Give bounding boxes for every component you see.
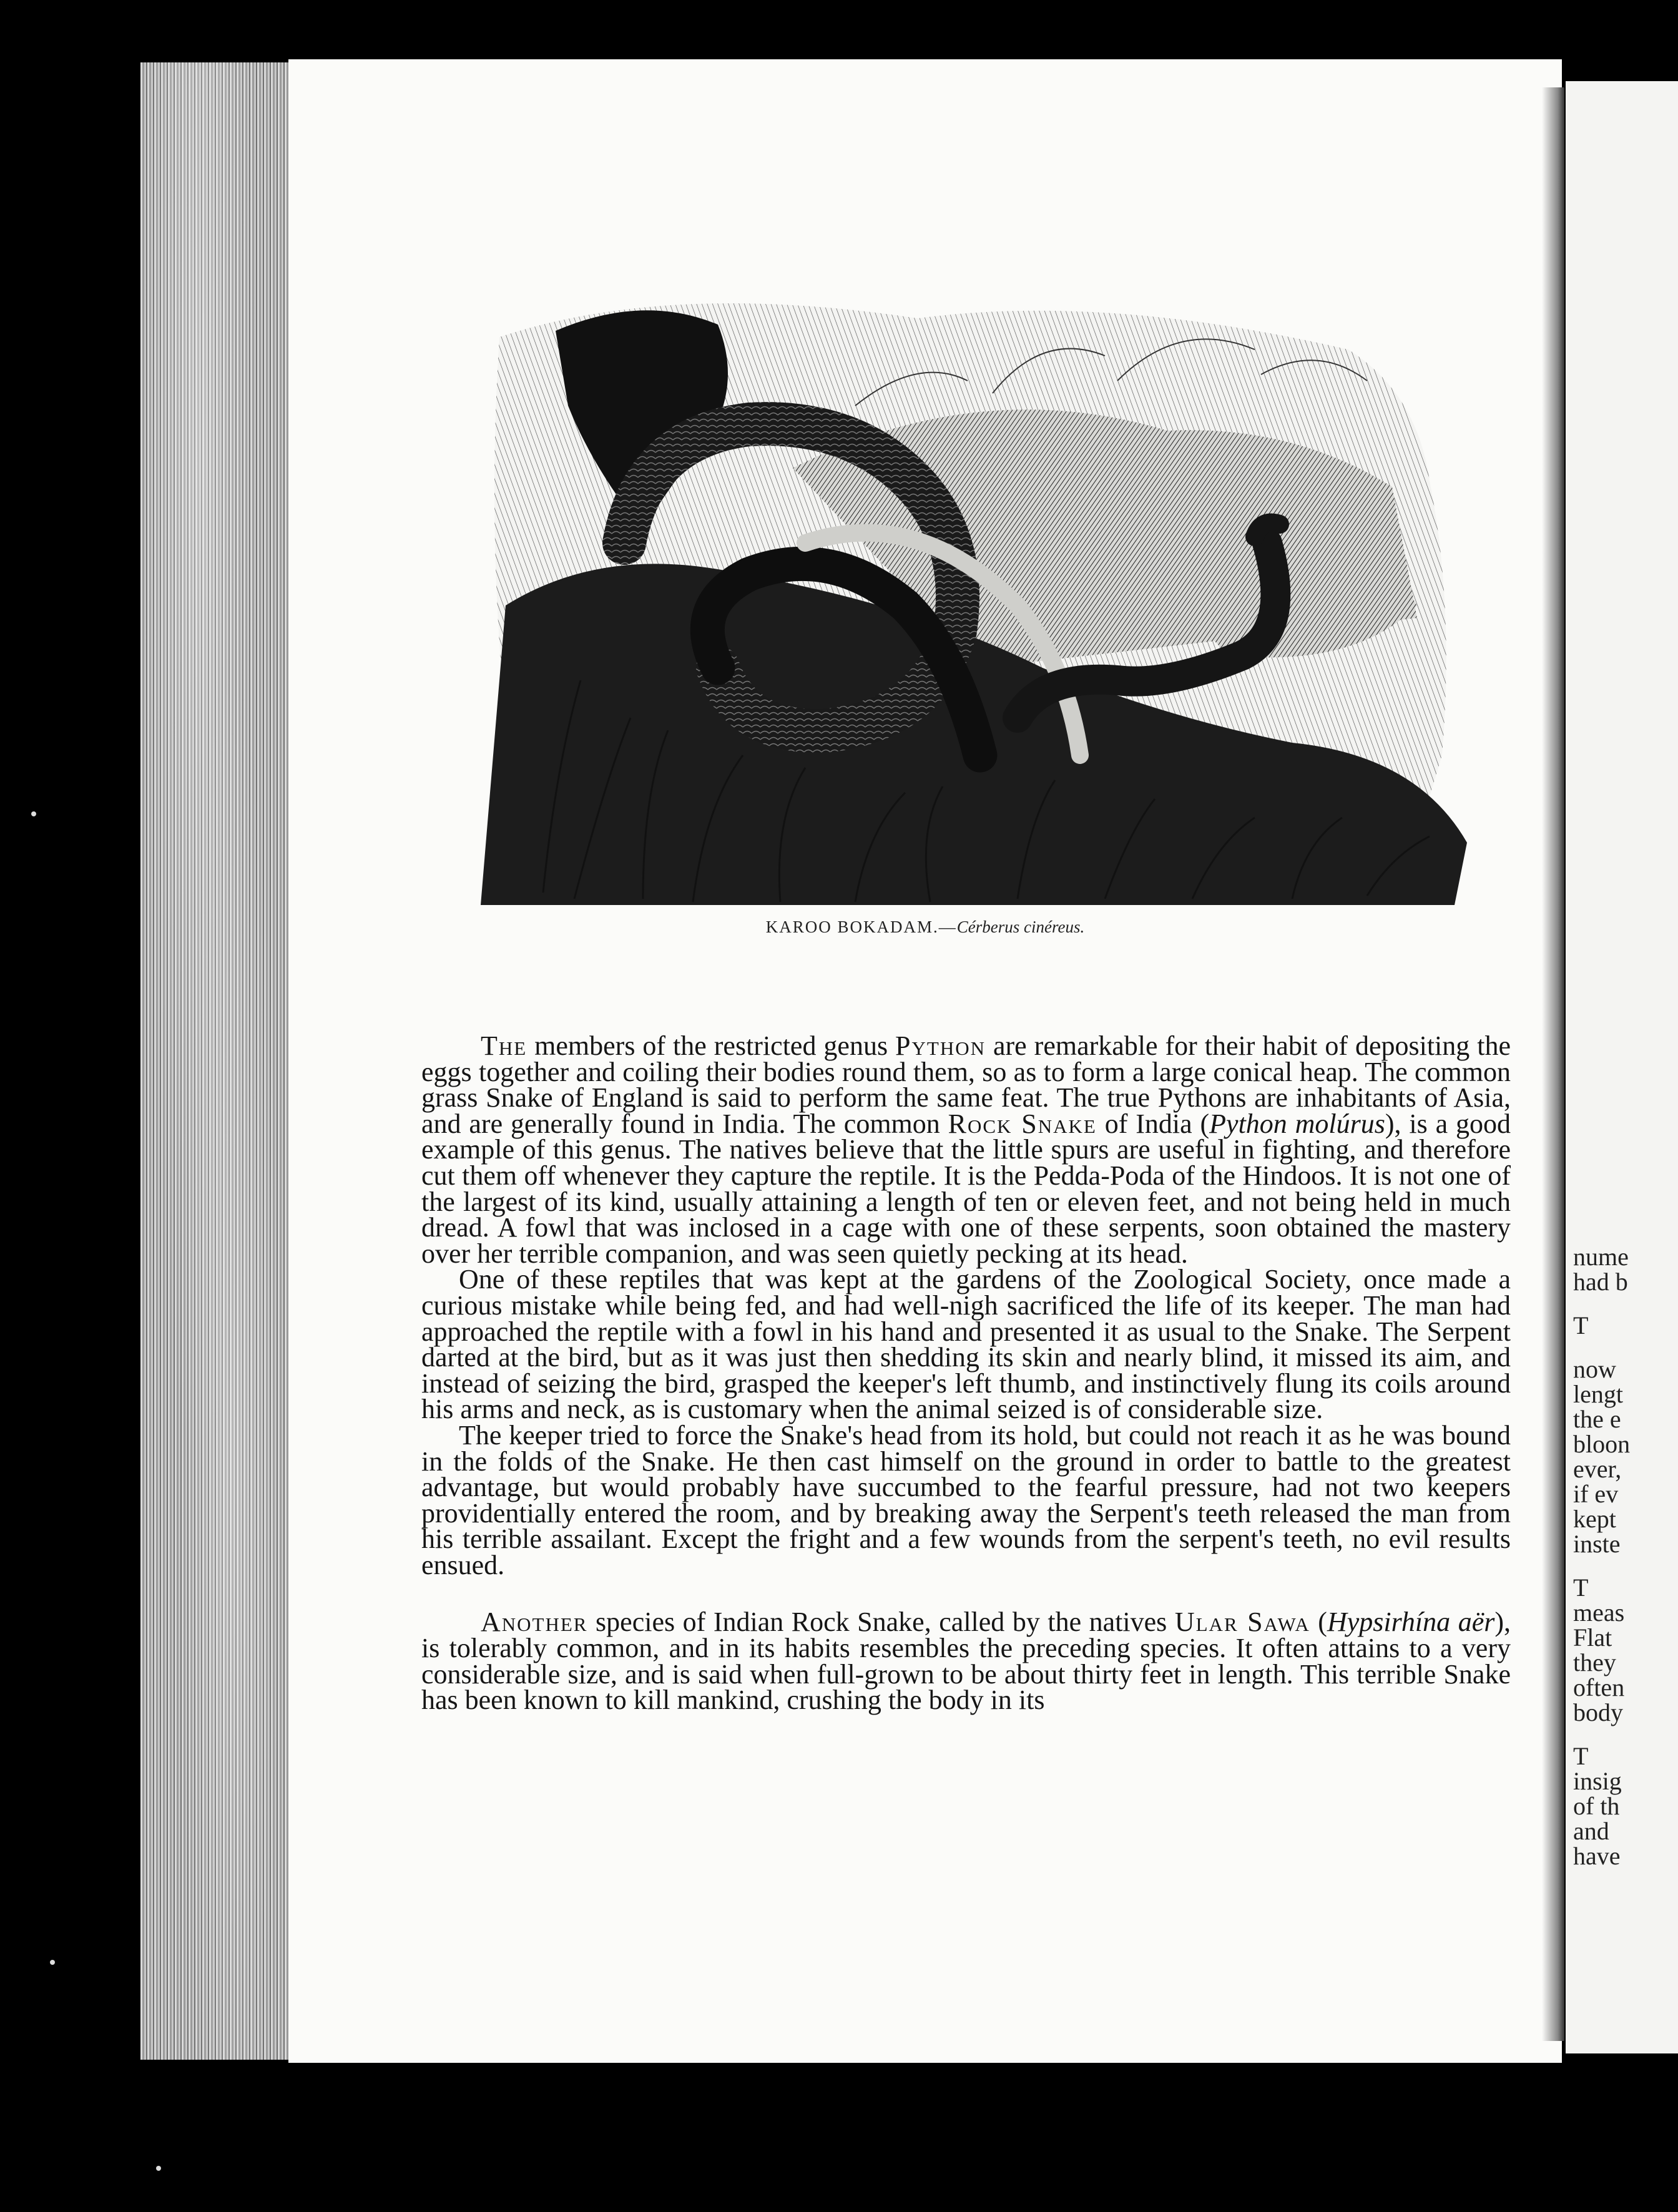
facing-page-line: meas	[1573, 1598, 1625, 1627]
text-segment: Python	[895, 1030, 986, 1061]
page-speck	[50, 1960, 55, 1965]
facing-page-line: have	[1573, 1842, 1621, 1870]
facing-page-line: and	[1573, 1817, 1609, 1845]
text-segment: ), is a good example of this genus. The natives believe that the little spurs are useful in fighting, and therefore cut them off whenever they capture the reptile. It is the Pedda-Poda of the Hindoos. It is not one of the largest of its kind, usually attaining a length of ten or eleven feet, and not being held in much dread. A fowl that was inclosed in a cage with one of these serpents, soon obtained the mastery over her terrible companion, and was seen quietly pecking at its head.	[421, 1108, 1511, 1269]
snake-illustration	[481, 281, 1492, 905]
caption-scientific-name: Cérberus cinéreus.	[956, 918, 1085, 936]
text-segment: Python molúrus	[1209, 1108, 1385, 1139]
paragraph-lead-word: Another	[481, 1607, 588, 1638]
text-segment: The keeper tried to force the Snake's head from its hold, but could not reach it as he was bound in the folds of the Snake. He then cast himself on the ground in order to battle to the greatest advantage, but would probably have succumbed to the fearful pressure, had not two keepers providentially entered the room, and by breaking away the Serpent's teeth released the man from his terrible assailant. Except the fright and a few wounds from the serpent's teeth, no evil results ensued.	[421, 1419, 1511, 1580]
text-segment: are remarkable for their habit of depositing the eggs together and coiling their bodies round them, so as to form a large conical heap. The common grass Snake of England is said to perform the same feat. The true Pythons are inhabitants of Asia, and are generally found in India. The common	[421, 1030, 1511, 1139]
text-segment: ), is tolerably common, and in its habits resembles the preceding species. It often attains to a very considerable size, and is said when full-grown to be about thirty feet in length. This terrible Snake has been known to kill mankind, crushing the body in its	[421, 1607, 1511, 1716]
text-segment: members of the restricted genus	[527, 1030, 896, 1061]
facing-page-line: often	[1573, 1673, 1625, 1701]
paragraph	[421, 1607, 1511, 1716]
facing-page-line: T	[1573, 1742, 1589, 1770]
facing-page-line: of th	[1573, 1792, 1620, 1820]
paragraph	[421, 1419, 1511, 1580]
book-gutter	[1542, 87, 1564, 2041]
page-edges-marbling	[140, 62, 290, 2060]
facing-page-line: Flat	[1573, 1623, 1612, 1652]
text-segment: One of these reptiles that was kept at the gardens of the Zoological Society, once made a curious mistake while being fed, and had well-nigh sacrificed the life of its keeper. The man had approached the reptile with a fowl in his hand and presented it as usual to the Snake. The Serpent darted at the bird, but as it was just then shedding its skin and nearly blind, it missed its aim, and instead of seizing the bird, grasped the keeper's left thumb, and instinctively flung its coils around his arms and neck, as is customary when the animal seized is of considerable size.	[421, 1264, 1511, 1425]
text-segment: species of Indian Rock Snake, called by the natives	[587, 1607, 1175, 1638]
facing-page-line: T	[1573, 1311, 1589, 1339]
facing-page-line: bloon	[1573, 1430, 1631, 1458]
caption-common-name: KAROO BOKADAM.—	[765, 918, 957, 936]
paragraph	[421, 1030, 1511, 1269]
figure-caption	[288, 918, 1562, 937]
body-text	[421, 1030, 1511, 1716]
facing-page-line: insig	[1573, 1767, 1622, 1795]
facing-page-line: ever,	[1573, 1455, 1622, 1483]
page-speck	[31, 811, 36, 816]
facing-page	[1566, 81, 1678, 2053]
facing-page-line: T	[1573, 1573, 1589, 1602]
text-segment: Rock Snake	[948, 1108, 1097, 1139]
page-speck	[156, 2166, 161, 2171]
facing-page-line: inste	[1573, 1530, 1621, 1558]
facing-page-line: body	[1573, 1698, 1623, 1726]
facing-page-line: nume	[1573, 1243, 1629, 1271]
facing-page-line: the e	[1573, 1405, 1621, 1433]
facing-page-line: now	[1573, 1355, 1616, 1383]
facing-page-line: kept	[1573, 1505, 1616, 1533]
text-segment: of India (	[1096, 1108, 1210, 1139]
paragraph-lead-word: The	[481, 1030, 527, 1061]
text-segment: Ular Sawa	[1174, 1607, 1310, 1638]
facing-page-line: they	[1573, 1648, 1616, 1676]
facing-page-line: if ev	[1573, 1480, 1619, 1508]
facing-page-line: had b	[1573, 1268, 1628, 1296]
text-segment: Hypsirhína aër	[1327, 1607, 1495, 1638]
facing-page-line: lengt	[1573, 1380, 1623, 1408]
paragraph	[421, 1264, 1511, 1425]
text-segment: (	[1310, 1607, 1327, 1638]
